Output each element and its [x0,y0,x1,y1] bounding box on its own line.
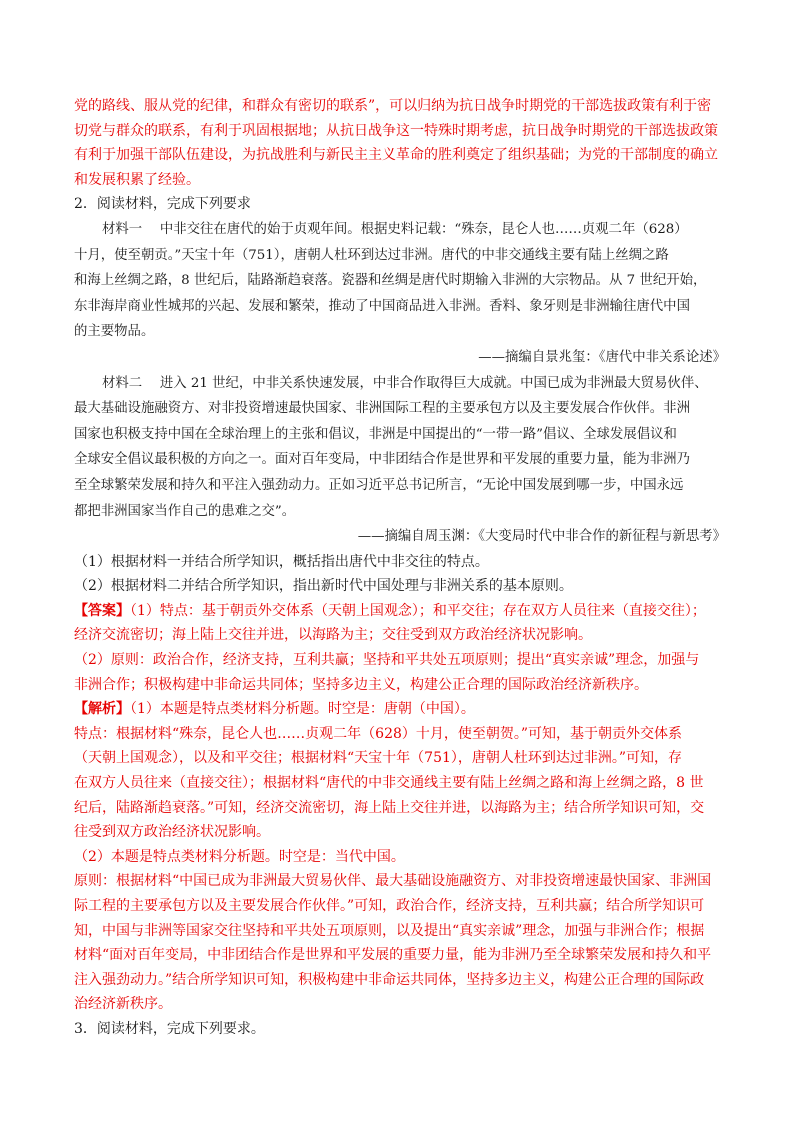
material-2-line: 至全球繁荣发展和持久和平注入强劲动力。正如习近平总书记所言，“无论中国发展到哪一步，中国永远 [74,477,684,493]
analysis-line: （2）本题是特点类材料分析题。时空是：当代中国。 [74,848,405,865]
analysis-line: 原则：根据材料“中国已成为非洲最大贸易伙伴、最大基础设施融资方、对非投资增速最快国家、非洲国 [74,873,712,890]
answer-line: 非洲合作；积极构建中非命运共同体；坚持多边主义，构建公正合理的国际政治经济新秩序。 [74,676,648,693]
analysis-line: 往受到双方政治经济状况影响。 [74,824,270,841]
answer-line: （2）原则：政治合作，经济支持，互利共赢；坚持和平共处五项原则；提出“真实亲诚”理念，加强与 [74,652,700,669]
answer-line: （1）特点：基于朝贡外交体系（天朝上国观念）；和平交往；存在双方人员往来（直接交往）； [130,602,706,619]
material-1-line: 的主要物品。 [74,324,155,340]
question-2-heading: 2．阅读材料，完成下列要求 [74,196,251,213]
material-1-line: 十月，使至朝贡。”天宝十年（751），唐朝人杜环到达过非洲。唐代的中非交通线主要有陆上丝绸之路 [74,247,669,263]
previous-answer-continuation [74,94,726,192]
material-1 [74,217,726,371]
material-2-line: 材料二 进入 21 世纪，中非关系快速发展，中非合作取得巨大成就。中国已成为非洲最大贸易伙伴、 [102,375,708,391]
answer-line: 党的路线、服从党的纪律，和群众有密切的联系”，可以归纳为抗日战争时期党的干部选拔政策有利于密 [74,98,712,114]
analysis-line: （1）本题是特点类材料分析题。时空是：唐朝（中国）。 [130,701,475,718]
sub-question-2: （2）根据材料二并结合所学知识，指出新时代中国处理与非洲关系的基本原则。 [74,578,573,595]
material-1-line: 东非海岸商业性城邦的兴起、发展和繁荣，推动了中国商品进入非洲。香料、象牙则是非洲输往唐代中国 [74,298,690,314]
material-1-line: 和海上丝绸之路，8 世纪后，陆路渐趋衰落。瓷器和丝绸是唐代时期输入非洲的大宗物品。从 7 世纪开始， [74,273,707,289]
answer-line: 和发展积累了经验。 [74,171,200,188]
sub-question-1: （1）根据材料一并结合所学知识，概括指出唐代中非交往的特点。 [74,553,489,570]
answer-line: 切党与群众的联系，有利于巩固根据地；从抗日战争这一特殊时期考虑，抗日战争时期党的干部选拔政策 [74,122,718,139]
material-2 [74,371,726,550]
material-2-line: 最大基础设施融资方、对非投资增速最快国家、非洲国际工程的主要承包方以及主要发展合作伙伴。非洲 [74,401,690,417]
analysis-line: 纪后，陆路渐趋衰落。”可知，经济交流密切，海上陆上交往并进，以海路为主；结合所学知识可知，交 [74,799,705,816]
analysis-line: 注入强劲动力。”结合所学知识可知，积极构建中非命运共同体，坚持多边主义，构建公正合理的国际政 [74,971,705,988]
material-2-line: 都把非洲国家当作自己的患难之交”。 [74,503,296,519]
material-1-line: 材料一 中非交往在唐代的始于贞观年间。根据史料记载：“殊奈，昆仑人也……贞观二年（628） [102,221,688,237]
answer-block [74,599,726,697]
analysis-tag: 【解析】 [74,701,130,718]
analysis-line: 材料“面对百年变局，中非团结合作是世界和平发展的重要力量，能为非洲乃至全球繁荣发展和持久和平 [74,947,712,964]
analysis-line: 在双方人员往来（直接交往）；根据材料“唐代的中非交通线主要有陆上丝绸之路和海上丝绸之路，8 世 [74,775,704,792]
material-2-line: 全球安全倡议最积极的方向之一。面对百年变局，中非团结合作是世界和平发展的重要力量，能为非洲乃 [74,452,690,468]
answer-tag: 【答案】 [74,602,130,619]
material-2-source: ——摘编自周玉渊：《大变局时代中非合作的新征程与新思考》 [357,529,726,545]
material-2-line: 国家也积极支持中国在全球治理上的主张和倡议，非洲是中国提出的“一带一路”倡议、全球发展倡议和 [74,426,677,442]
analysis-line: 知，中国与非洲等国家交往坚持和平共处五项原则，以及提出“真实亲诚”理念，加强与非洲合作；根据 [74,922,705,939]
analysis-line: 际工程的主要承包方以及主要发展合作伙伴。”可知，政治合作，经济支持，互利共赢；结合所学知识可 [74,898,705,914]
material-1-source: ——摘编自景兆玺：《唐代中非关系论述》 [478,349,726,365]
analysis-line: 治经济新秩序。 [74,996,172,1013]
question-3-heading: 3．阅读材料，完成下列要求。 [74,1020,265,1037]
analysis-block [74,697,726,1017]
analysis-line: 特点：根据材料“殊奈，昆仑人也……贞观二年（628）十月，使至朝贺。”可知，基于朝贡外交体系 [74,725,683,742]
answer-line: 有利于加强干部队伍建设，为抗战胜利与新民主主义革命的胜利奠定了组织基础；为党的干部制度的确立 [74,147,718,164]
answer-line: 经济交流密切；海上陆上交往并进，以海路为主；交往受到双方政治经济状况影响。 [74,627,592,644]
analysis-line: （天朝上国观念），以及和平交往；根据材料“天宝十年（751），唐朝人杜环到达过非洲。”可知，存 [74,750,683,767]
